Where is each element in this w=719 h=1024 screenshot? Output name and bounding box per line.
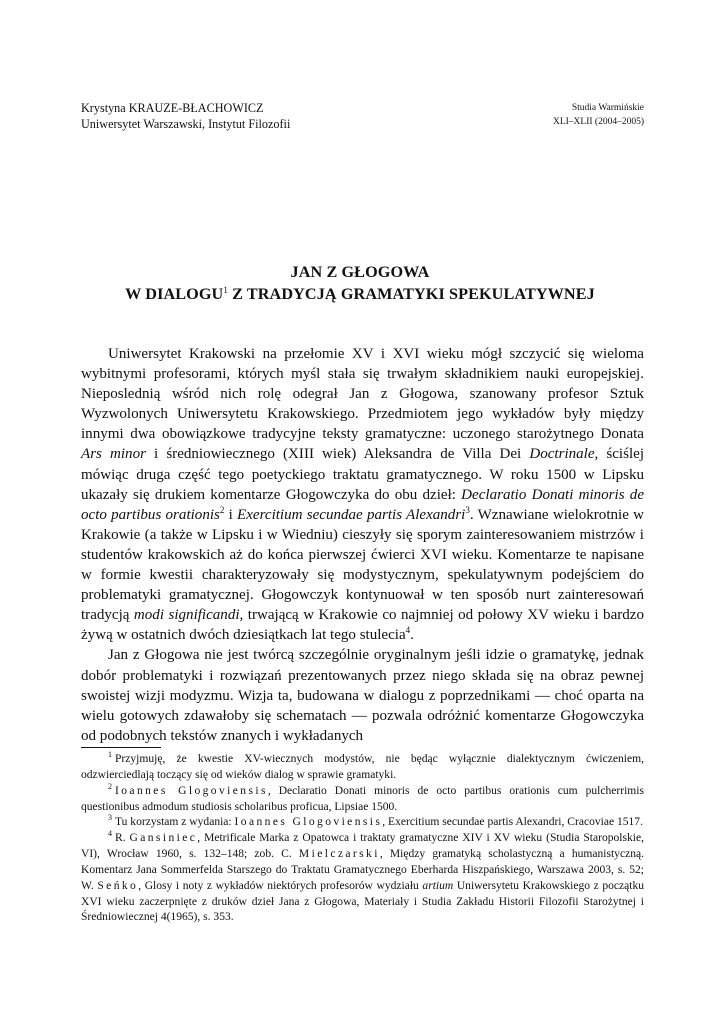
footnote-ref-1[interactable]: 1 bbox=[223, 285, 228, 295]
journal-volume: XLI–XLII (2004–2005) bbox=[552, 116, 644, 127]
text-run: . Wznawiane wielokrotnie w Krakowie (a także w Lipsku i w Wiedniu) cieszyły się sporym zainteresowaniem mistrzów i studentów krakowskich aż do końca pierwszej ćwierci XVI wieku. Komentarze te napisane w formie kwestii charakteryzowały się modystycznym, spekulatywnym podejściem do problematyki gramatycznej. Głogowczyk kontynuował w ten sposób nurt zainteresowań tradycją bbox=[81, 506, 644, 624]
footnote-number: 4 bbox=[108, 829, 112, 839]
footnote-text: , Exercitium secundae partis Alexandri, Cracoviae 1517. bbox=[382, 816, 643, 829]
italic-term-modi-significandi: modi significandi bbox=[133, 607, 240, 624]
spaced-author-name: Mielczarski bbox=[298, 848, 380, 861]
footnote-3 bbox=[81, 815, 644, 831]
text-run: . bbox=[410, 627, 414, 644]
footnote-text: R. bbox=[115, 832, 130, 845]
article-title bbox=[60, 261, 660, 305]
paragraph-2: Jan z Głogowa nie jest twórcą szczególnie oryginalnym jeśli idzie o gramatykę, jednak dobór problematyki i rozwiązań prezentowanych przez niego składa się na obraz pewnej swoistej wizji modyzmu. Wizja ta, budowana w dialogu z poprzednikami — choć oparta na wielu gotowych zdawałoby się schematach — pozwala odróżnić komentarze Głogowczyka od podobnych tekstów znanych i wykładanych bbox=[81, 647, 644, 744]
text-run: i bbox=[224, 506, 238, 523]
article-header-author bbox=[81, 100, 290, 132]
journal-header bbox=[553, 102, 644, 129]
footnote-number: 2 bbox=[108, 781, 112, 791]
text-run: i średniowiecznego (XIII wiek) Aleksandra de Villa Dei bbox=[145, 446, 530, 463]
author-affiliation: Uniwersytet Warszawski, Instytut Filozofii bbox=[81, 117, 291, 131]
journal-name: Studia Warmińskie bbox=[571, 103, 644, 113]
footnote-number: 1 bbox=[108, 750, 112, 759]
text-run: ściślej mówiąc druga część tego poetyckiego traktatu gramatycznego. W roku 1500 w Lipsku ukazały się drukiem komentarze Głogowczyka do obu dzieł: bbox=[81, 446, 645, 503]
title-line-2 bbox=[60, 283, 660, 305]
text-run: Uniwersytet Krakowski na przełomie XV i XVI wieku mógł szczycić się wieloma wybitnymi profesorami, których myśl stała się trwałym składnikiem nauki europejskiej. Nieposlednią wśród nich rolę odegrał Jan z Głogowa, szanowany profesor Sztuk Wyzwolonych Uniwersytetu Krakowskiego. Przedmiotem jego wykładów były między innymi dwa obowiązkowe tradycyjne teksty gramatyczne: uczonego starożytnego Donata bbox=[81, 346, 644, 443]
spaced-author-name: Gansiniec bbox=[129, 832, 198, 845]
footnote-text: Przyjmuję, że kwestie XV-wiecznych modystów, nie będąc wyłącznie dialektycznym ćwiczeniem, odzwierciedlają toczący się od wieków dialog w sprawie gramatyki. bbox=[81, 753, 644, 781]
footnote-2 bbox=[81, 781, 644, 816]
footnote-text: , Declaratio Donati minoris de octo partibus orationis cum pulcherrimis questionibus admodum studiosis scholaribus proficua, Lipsiae 1500. bbox=[81, 784, 644, 813]
spaced-author-name: Ioannes Glogoviensis bbox=[234, 816, 383, 829]
spaced-author-name: Seńko bbox=[97, 879, 139, 892]
title-line-2b: Z TRADYCJĄ GRAMATYKI SPEKULATYWNEJ bbox=[227, 285, 595, 303]
footnote-number: 3 bbox=[108, 813, 112, 823]
footnote-4 bbox=[81, 831, 644, 926]
italic-title-ars-minor: Ars minor bbox=[81, 446, 146, 463]
footnote-ref-2[interactable]: 2 bbox=[219, 504, 225, 515]
paragraph-1 bbox=[81, 344, 644, 645]
footnote-text: Tu korzystam z wydania: bbox=[115, 816, 235, 829]
footnote-text: , Glosy i noty z wykładów niektórych profesorów wydziału bbox=[138, 879, 423, 892]
body-text bbox=[81, 344, 644, 746]
italic-title-exercitium: Exercitium secundae partis Alexandri bbox=[237, 506, 466, 523]
footnote-text: , Metrificale Marka z Opatowca i traktaty gramatyczne XIV i XV wieku (Studia Staropolskie, VI), Wrocław 1960, s. 132–148; zob. C. bbox=[81, 832, 644, 861]
footnote-ref-4[interactable]: 4 bbox=[405, 625, 411, 636]
footnote-ref-3[interactable]: 3 bbox=[465, 504, 470, 515]
author-name: Krystyna KRAUZE-BŁACHOWICZ bbox=[81, 101, 264, 115]
footnote-text: Uniwersytetu Krakowskiego z początku XVI wieku zaczerpnięte z druków dzieł Jana z Głogowa, Materiały i Studia Zakładu Historii Filozofii Starożytnej i Średniowiecznej 4(1965), s. 353. bbox=[81, 879, 645, 924]
italic-term-artium: artium bbox=[422, 879, 454, 892]
spaced-author-name: Ioannes Glogoviensis bbox=[115, 784, 268, 797]
italic-title-declaratio: Declaratio Donati minoris de octo partibus orationis bbox=[81, 486, 644, 523]
text-run: , trwającą w Krakowie co najmniej od połowy XV wieku i bardzo żywą w ostatnich dwóch dziesiątkach lat tego stulecia bbox=[81, 607, 644, 644]
italic-title-doctrinale: Doctrinale, bbox=[529, 446, 599, 463]
footnote-1 bbox=[81, 752, 644, 784]
footnotes bbox=[81, 752, 644, 926]
title-line-2a: W DIALOGU bbox=[125, 285, 224, 303]
title-line-1: JAN Z GŁOGOWA bbox=[290, 263, 430, 281]
footnote-separator bbox=[81, 747, 161, 748]
footnote-text: , Między gramatyką scholastyczną a humanistyczną. Komentarz Jana Sommerfelda Starszego do Traktatu Gramatycznego Eberharda Hiszpańskiego, Warszawa 2003, s. 52; W. bbox=[81, 848, 644, 892]
